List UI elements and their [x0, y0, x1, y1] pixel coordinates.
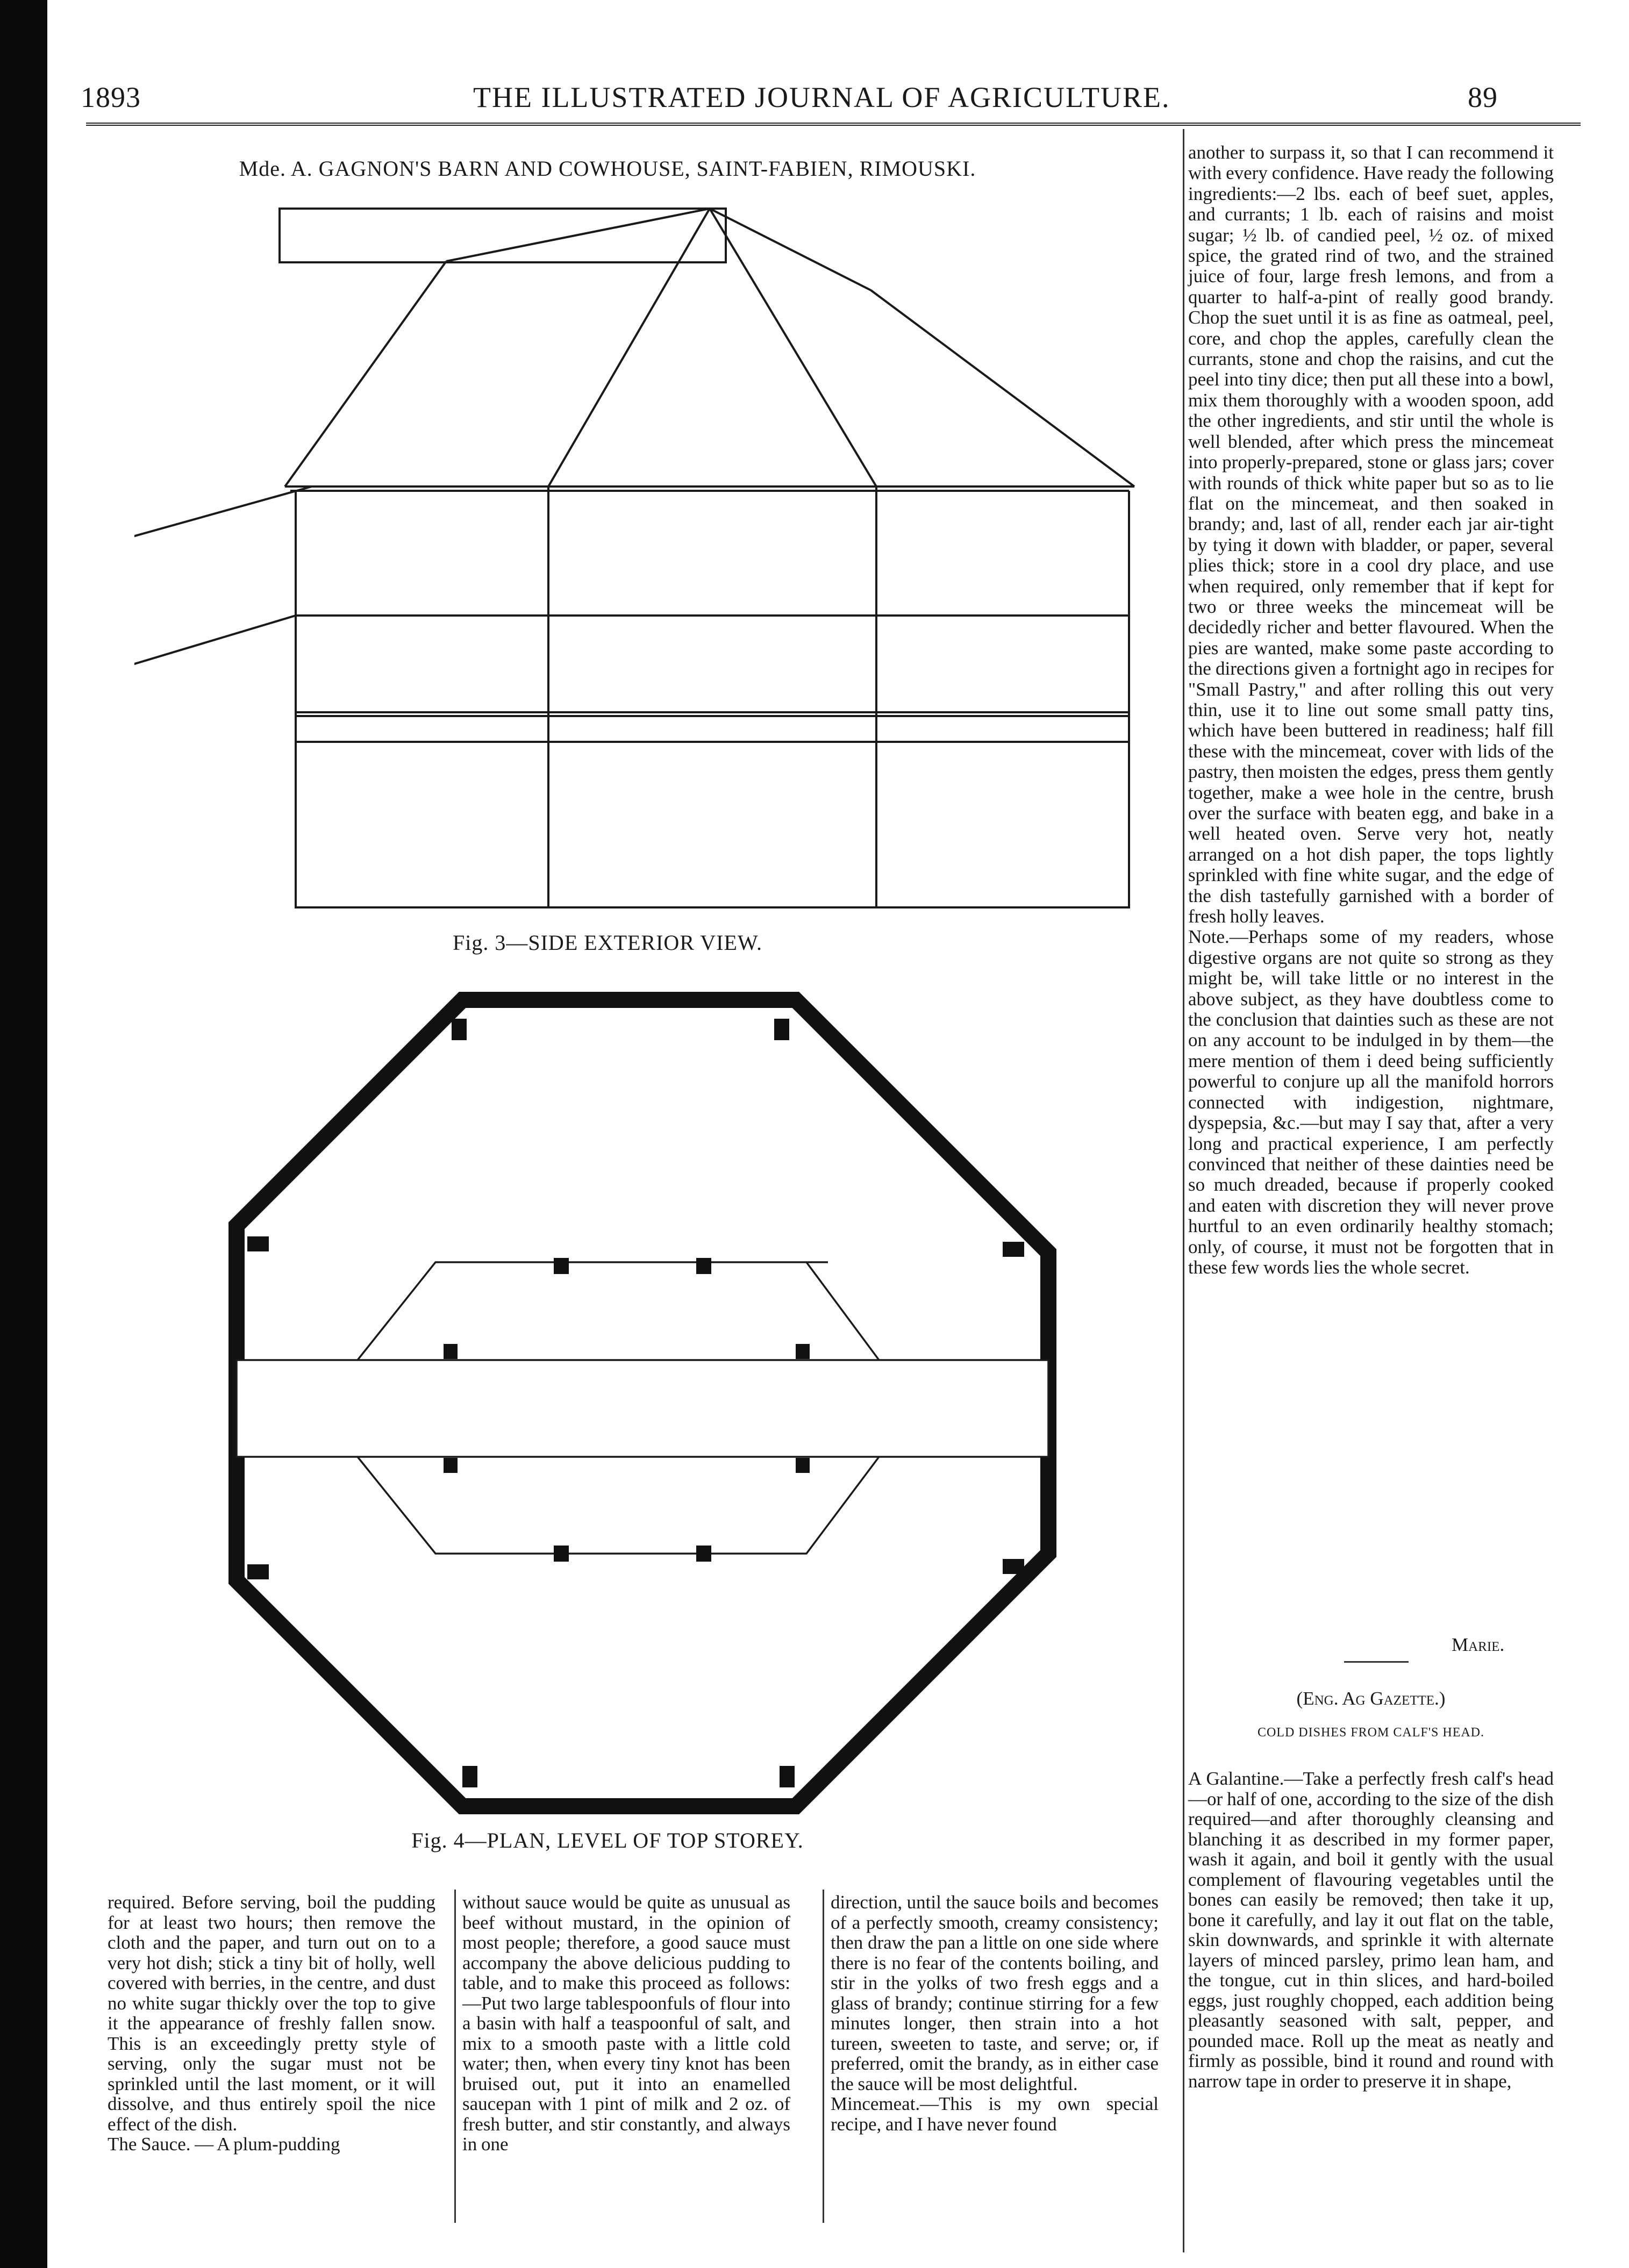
right-column-text: another to surpass it, so that I can recommend it with every confidence. Have ready the following ingredients:—2 lbs. each of beef suet, apples, and currants; 1 lb. each of raisins and moist sugar; ½ lb. of candied peel, ½ oz. of mixed spice, the grated rind of two, and the strained juice of four, large fresh lemons, and from a quarter to half-a-pint of really good brandy. Chop the suet until it is as fine as oatmeal, peel, core, and chop the apples, carefully clean the currants, stone and chop the raisins, and cut the peel into tiny dice; then put all these into a bowl, mix them thoroughly with a wooden spoon, add the other ingredients, and stir until the whole is well blended, after which press the mincemeat into properly-prepared, stone or glass jars; cover with rounds of thick white paper but so as to lie flat on the mincemeat, and then soaked in brandy; and, last of all, render each jar air-tight by tying it down with bladder, or paper, several plies thick; store in a cool dry place, and use when required, only remember that if kept for two or three weeks the mincemeat will be decidedly richer and better flavoured. When the pies are wanted, make some paste according to the directions given a fortnight ago in recipes for "Small Pastry," and after rolling this out very thin, use it to line out some small patty tins, which have been buttered in readiness; half fill these with the mincemeat, cover with lids of the pastry, then moisten the edges, press them gently together, make a wee hole in the centre, brush over the surface with beaten egg, and bake in a well heated oven. Serve very hot, neatly arranged on a hot dish paper, the tops lightly sprinkled with fine white sugar, and the edge of the dish tastefully garnished with a border of fresh holly leaves. Note.—Perhaps some of my readers, whose digestive organs are not quite so strong as they might be, will take little or no interest in the above subject, as they have doubtless come to the conclusion that dainties such as these are not on any account to be indulged in by them—the mere mention of them i deed being sufficiently powerful to conjure up all the manifold horrors connected with indigestion, nightmare, dyspepsia, &c.—but may I say that, after a very long and practical experience, I am perfectly convinced that neither of these dainties need be so much dreaded, because if properly cooked and eaten with discretion they will never prove hurtful to an even ordinarily healthy stomach; only, of course, it must not be forgotten that in these few words lies the whole secret. — [1188, 142, 1554, 1278]
roof-edge-line-2 — [548, 209, 710, 486]
fig4-caption: Fig. 4—PLAN, LEVEL OF TOP STOREY. — [411, 1828, 804, 1852]
column-rule-right — [1183, 129, 1184, 2252]
section-ornament — [1344, 1661, 1409, 1663]
roof-ridge-box — [280, 209, 726, 262]
scan-edge-bar — [0, 0, 47, 2268]
column-rule-bottom-1 — [454, 1890, 456, 2223]
roof-ridge-line — [280, 209, 710, 262]
running-head-year: 1893 — [81, 81, 141, 113]
fig3-caption: Fig. 3—SIDE EXTERIOR VIEW. — [453, 931, 762, 955]
figure-side-exterior-view — [134, 199, 1156, 919]
figure-plan-top-storey — [226, 989, 1108, 1817]
bottom-column-1: required. Before serving, boil the pudding for at least two hours; then remove the cloth and the paper, and turn out on to a very hot dish; stick a tiny bit of holly, well covered with berries, in the centre, and dust no white sugar thickly over the top to give it the appearance of freshly fallen snow. This is an exceedingly pretty style of serving, only the sugar must not be sprinkled until the last moment, or it will dissolve, and thus entirely spoil the nice effect of the dish. The Sauce. — A plum-pudding — [108, 1892, 435, 2155]
running-head-title: THE ILLUSTRATED JOURNAL OF AGRICULTURE. — [473, 81, 1170, 113]
central-passage — [237, 1360, 1048, 1457]
ramp-line-upper — [134, 486, 312, 538]
header-rule — [86, 123, 1581, 126]
column-rule-bottom-2 — [823, 1890, 824, 2223]
article-signature: Marie. — [1452, 1634, 1505, 1655]
galantine-text: A Galantine.—Take a perfectly fresh calf's head—or half of one, according to the size of the dish required—and after thoroughly cleansing and blanching it as described in my former paper, wash it again, and boil it gently with the usual complement of flavouring vegetables until the bones can easily be removed; then take it up, bone it carefully, and lay it out flat on the table, skin downwards, and sprinkle it with alternate layers of minced parsley, primo lean ham, and the tongue, cut in thin slices, and hard-boiled eggs, just roughly chopped, each addition being pleasantly seasoned with salt, pepper, and pounded mace. Roll up the meat as neatly and firmly as possible, bind it round and round with narrow tape in order to preserve it in shape, — [1188, 1768, 1554, 2092]
roof-edge-line-6 — [871, 290, 1134, 486]
article-source: (Eng. Ag Gazette.) — [1296, 1688, 1446, 1709]
roof-edge-line-5 — [285, 261, 446, 486]
bottom-column-3: direction, until the sauce boils and becomes of a perfectly smooth, creamy consistency; then draw the pan a little on one side where there is no fear of the contents boiling, and stir in the yolks of two fresh eggs and a glass of brandy; continue stirring for a few minutes longer, then strain into a hot tureen, sweeten to taste, and serve; or, if preferred, omit the brandy, as in either case the sauce will be most delightful. Mincemeat.—This is my own special recipe, and I have never found — [831, 1892, 1159, 2135]
page-number: 89 — [1468, 81, 1498, 113]
roof-edge-line-1 — [446, 209, 710, 261]
bottom-column-2: without sauce would be quite as unusual as beef without mustard, in the opinion of most people; therefore, a good sauce must accompany the above delicious pudding to table, and to make this proceed as follows:—Put two large tablespoonfuls of flour into a basin with half a teaspoonful of salt, and mix to a smooth paste with a little cold water; then, when every tiny knot has been bruised out, put it into an enamelled saucepan with 1 pint of milk and 2 oz. of fresh butter, and stir constantly, and always in one — [462, 1892, 790, 2155]
article-subhead: COLD DISHES FROM CALF'S HEAD. — [1257, 1726, 1485, 1740]
ramp-line-lower — [134, 616, 296, 666]
plate-title: Mde. A. GAGNON'S BARN AND COWHOUSE, SAINT-FABIEN, RIMOUSKI. — [239, 156, 976, 181]
